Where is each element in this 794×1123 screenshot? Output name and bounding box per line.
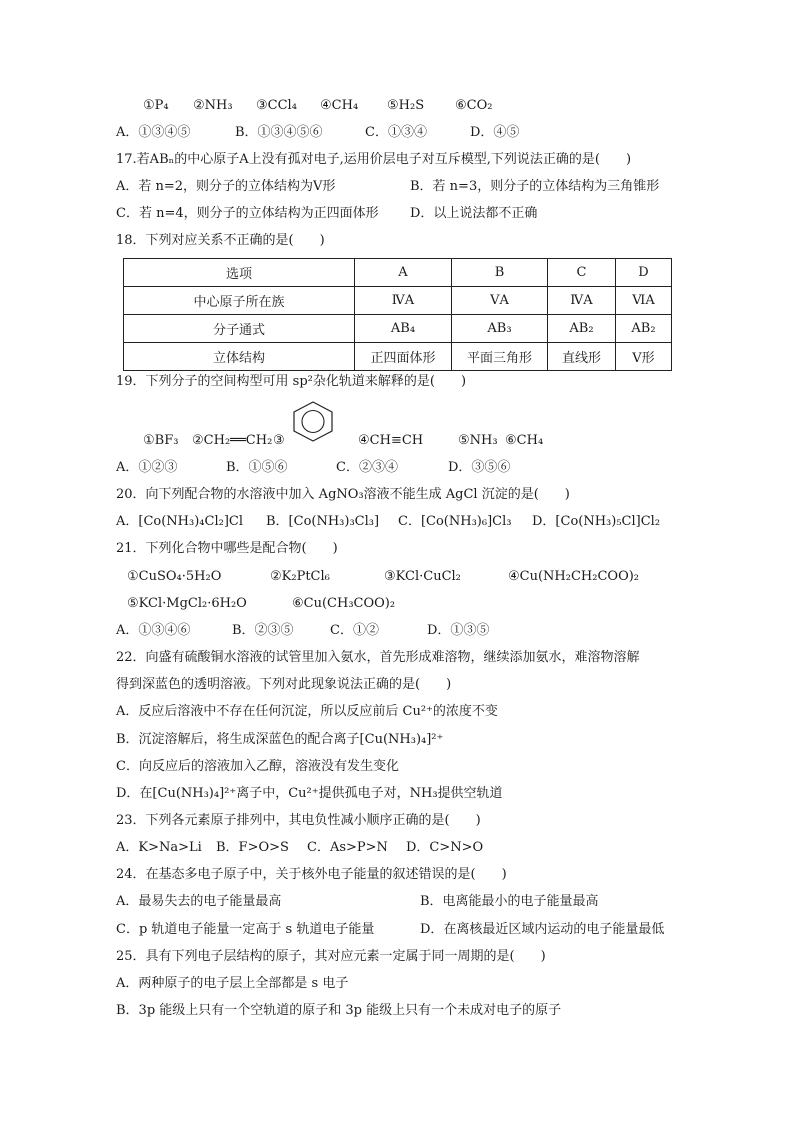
- q20-option-b: B．[Co(NH₃)₃Cl₃]: [266, 514, 380, 529]
- q24-option-b: B．电离能最小的电子能量最高: [420, 894, 599, 909]
- q22-option-a: A．反应后溶液中不存在任何沉淀，所以反应前后 Cu²⁺的浓度不变: [116, 704, 498, 719]
- q16-item: ②NH₃: [193, 98, 233, 113]
- q20-option-c: C．[Co(NH₃)₆]Cl₃: [398, 514, 512, 529]
- q22-stem-line2: 得到深蓝色的透明溶液。下列对此现象说法正确的是( ): [116, 677, 452, 692]
- q23-option-d: D．C>N>O: [406, 840, 484, 855]
- q16-option-b: B．①③④⑤⑥: [235, 125, 323, 140]
- q20-option-a: A．[Co(NH₃)₄Cl₂]Cl: [116, 514, 244, 529]
- q16-item: ⑤H₂S: [387, 98, 425, 113]
- q20-stem: 20．向下列配合物的水溶液中加入 AgNO₃溶液不能生成 AgCl 沉淀的是( ): [116, 487, 570, 502]
- q20-option-d: D．[Co(NH₃)₅Cl]Cl₂: [532, 514, 661, 529]
- q17-option-a: A．若 n=2，则分子的立体结构为V形: [116, 179, 336, 194]
- q17-option-d: D．以上说法都不正确: [410, 206, 538, 221]
- q23-stem: 23．下列各元素原子排列中，其电负性减小顺序正确的是( ): [116, 813, 481, 828]
- table-cell: 平面三角形: [452, 343, 548, 371]
- q21-item: ⑥Cu(CH₃COO)₂: [292, 596, 396, 611]
- q16-option-c: C．①③④: [365, 125, 427, 140]
- table-cell: D: [616, 259, 672, 287]
- q19-option-a: A．①②③: [116, 460, 178, 475]
- q22-option-c: C．向反应后的溶液加入乙醇，溶液没有发生变化: [116, 759, 399, 774]
- q21-option-b: B．②③⑤: [232, 623, 294, 638]
- table-cell: AB₂: [548, 315, 616, 343]
- q19-item: ⑤NH₃: [458, 433, 498, 448]
- table-cell: ⅣA: [548, 287, 616, 315]
- table-cell: A: [355, 259, 452, 287]
- q24-option-d: D．在离核最近区域内运动的电子能量最低: [420, 922, 665, 937]
- q21-stem: 21．下列化合物中哪些是配合物( ): [116, 541, 338, 556]
- q21-option-d: D．①③⑤: [427, 623, 490, 638]
- q19-option-b: B．①⑤⑥: [226, 460, 288, 475]
- q19-item: ①BF₃: [143, 433, 179, 448]
- table-cell: ⅥA: [616, 287, 672, 315]
- q18-table: [123, 258, 672, 371]
- table-cell: ⅣA: [355, 287, 452, 315]
- table-row: [124, 315, 672, 343]
- table-row: [124, 287, 672, 315]
- q23-option-a: A．K>Na>Li: [116, 840, 202, 855]
- q21-option-c: C．①②: [330, 623, 379, 638]
- q24-stem: 24．在基态多电子原子中，关于核外电子能量的叙述错误的是( ): [116, 867, 507, 882]
- table-cell: 正四面体形: [355, 343, 452, 371]
- q19-option-c: C．②③④: [336, 460, 398, 475]
- q22-stem-line1: 22．向盛有硫酸铜水溶液的试管里加入氨水，首先形成难溶物，继续添加氨水，难溶物溶解: [116, 650, 640, 665]
- q19-item: ②CH₂══CH₂: [192, 433, 273, 448]
- table-cell: B: [452, 259, 548, 287]
- q17-option-c: C．若 n=4，则分子的立体结构为正四面体形: [116, 206, 379, 221]
- table-cell: 分子通式: [124, 315, 355, 343]
- q21-item: ③KCl·CuCl₂: [384, 569, 461, 584]
- q21-item: ④Cu(NH₂CH₂COO)₂: [508, 569, 640, 584]
- table-cell: 直线形: [548, 343, 616, 371]
- table-row: [124, 343, 672, 371]
- q21-item: ⑤KCl·MgCl₂·6H₂O: [127, 596, 247, 611]
- benzene-ring-icon: [290, 400, 336, 442]
- q19-item: ④CH≡CH: [358, 433, 424, 448]
- q16-option-d: D．④⑤: [470, 125, 520, 140]
- table-cell: 选项: [124, 259, 355, 287]
- q19-option-d: D．③⑤⑥: [448, 460, 511, 475]
- q22-option-b: B．沉淀溶解后，将生成深蓝色的配合离子[Cu(NH₃)₄]²⁺: [116, 732, 444, 747]
- q23-option-b: B．F>O>S: [216, 840, 289, 855]
- q16-item: ③CCl₄: [256, 98, 297, 113]
- q19-item: ⑥CH₄: [505, 433, 544, 448]
- table-cell: C: [548, 259, 616, 287]
- q22-option-d: D．在[Cu(NH₃)₄]²⁺离子中，Cu²⁺提供孤电子对，NH₃提供空轨道: [116, 786, 503, 801]
- q23-option-c: C．As>P>N: [307, 840, 388, 855]
- q25-option-a: A．两种原子的电子层上全部都是 s 电子: [116, 976, 349, 991]
- q21-item: ①CuSO₄·5H₂O: [127, 569, 222, 584]
- q16-option-a: A．①③④⑤: [116, 125, 191, 140]
- q24-option-a: A．最易失去的电子能量最高: [116, 894, 282, 909]
- q24-option-c: C．p 轨道电子能量一定高于 s 轨道电子能量: [116, 922, 375, 937]
- q21-option-a: A．①③④⑥: [116, 623, 191, 638]
- table-cell: ⅤA: [452, 287, 548, 315]
- q19-item: ③: [273, 433, 285, 448]
- table-cell: V形: [616, 343, 672, 371]
- q18-stem: 18．下列对应关系不正确的是( ): [116, 233, 325, 248]
- q16-item: ⑥CO₂: [455, 98, 493, 113]
- table-cell: 中心原子所在族: [124, 287, 355, 315]
- q19-stem: 19．下列分子的空间构型可用 sp²杂化轨道来解释的是( ): [116, 374, 467, 389]
- table-cell: AB₂: [616, 315, 672, 343]
- q21-item: ②K₂PtCl₆: [270, 569, 330, 584]
- q25-stem: 25．具有下列电子层结构的原子，其对应元素一定属于同一周期的是( ): [116, 949, 546, 964]
- table-cell: 立体结构: [124, 343, 355, 371]
- table-cell: AB₄: [355, 315, 452, 343]
- q17-option-b: B．若 n=3，则分子的立体结构为三角锥形: [410, 179, 660, 194]
- q16-item: ④CH₄: [320, 98, 359, 113]
- table-cell: AB₃: [452, 315, 548, 343]
- table-row: [124, 259, 672, 287]
- q17-stem: 17.若ABₙ的中心原子A上没有孤对电子,运用价层电子对互斥模型,下列说法正确的是( ): [116, 152, 632, 167]
- q16-item: ①P₄: [143, 98, 169, 113]
- q25-option-b: B．3p 能级上只有一个空轨道的原子和 3p 能级上只有一个未成对电子的原子: [116, 1003, 562, 1018]
